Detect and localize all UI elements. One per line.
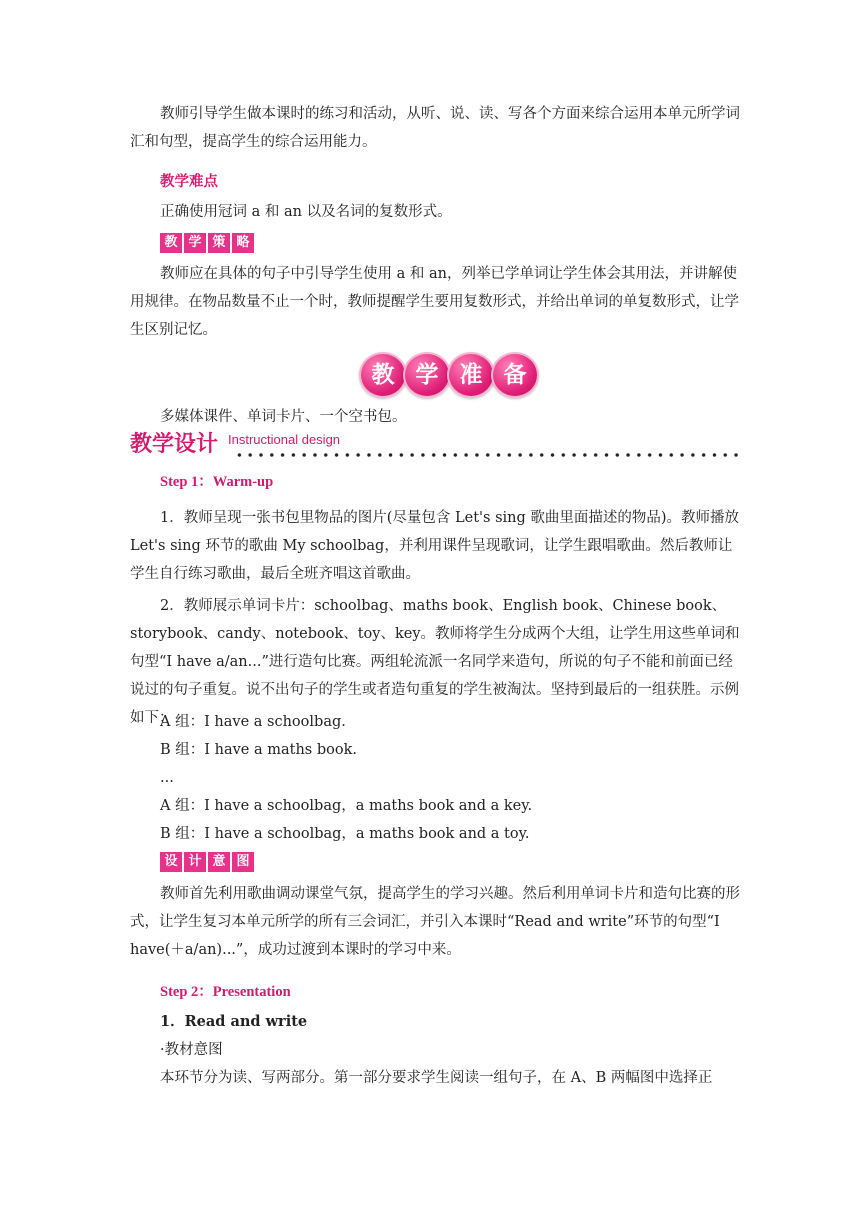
badge-char: 教: [160, 233, 182, 253]
bubble-char: 准: [447, 352, 495, 398]
intent-paragraph: 教师首先利用歌曲调动课堂气氛，提高学生的学习兴趣。然后利用单词卡片和造句比赛的形式，让学生复习本单元所学的所有三会词汇，并引入本课时“Read and write”环节的句型“I have(＋a/an)...”，成功过渡到本课时的学习中来。: [130, 886, 740, 958]
design-title-en: Instructional design: [228, 432, 341, 447]
difficulty-text: 正确使用冠词 a 和 an 以及名词的复数形式。: [160, 204, 452, 220]
step1-paragraph-2: 2．教师展示单词卡片：schoolbag、maths book、English book、Chinese book、storybook、candy、notebook、toy、key。教师将学生分成两个大组，让学生用这些单词和句型“I have a/an...”进行造句比赛。两组轮流派一名同学来造句，所说的句子不能和前面已经说过的句子重复。说不出句子的学生或者造句重复的学生被淘汰。坚持到最后的一组获胜。示例如下：: [130, 598, 740, 726]
preparation-banner: [359, 352, 535, 398]
example-line: A 组：I have a schoolbag，a maths book and a key.: [160, 798, 533, 814]
example-line: A 组：I have a schoolbag.: [160, 714, 346, 730]
badge-char: 设: [160, 852, 182, 872]
bubble-char: 学: [403, 352, 451, 398]
bubble-char: 教: [359, 352, 407, 398]
preparation-text: 多媒体课件、单词卡片、一个空书包。: [160, 409, 407, 425]
badge-char: 计: [184, 852, 206, 872]
example-line: B 组：I have a maths book.: [160, 742, 357, 758]
difficulty-heading: 教学难点: [160, 174, 218, 190]
badge-char: 图: [232, 852, 254, 872]
example-line: B 组：I have a schoolbag，a maths book and a toy.: [160, 826, 530, 842]
dotted-divider: [234, 452, 740, 458]
strategy-badge: [160, 233, 254, 253]
badge-char: 意: [208, 852, 230, 872]
design-title-zh: 教学设计: [130, 432, 219, 457]
step2-subheading: 1．Read and write: [160, 1013, 308, 1030]
badge-char: 策: [208, 233, 230, 253]
bubble-char: 备: [491, 352, 539, 398]
step2-label: ·教材意图: [160, 1042, 223, 1058]
step1-paragraph-1: 1．教师呈现一张书包里物品的图片(尽量包含 Let's sing 歌曲里面描述的物品)。教师播放 Let's sing 环节的歌曲 My schoolbag，并利用课件呈现歌词，让学生跟唱歌曲。然后教师让学生自行练习歌曲，最后全班齐唱这首歌曲。: [130, 510, 740, 582]
badge-char: 学: [184, 233, 206, 253]
badge-char: 略: [232, 233, 254, 253]
step2-heading: Step 2：Presentation: [160, 984, 291, 1000]
intent-badge: [160, 852, 254, 872]
intro-paragraph: 教师引导学生做本课时的练习和活动，从听、说、读、写各个方面来综合运用本单元所学词汇和句型，提高学生的综合运用能力。: [130, 106, 740, 150]
example-line: ...: [160, 770, 174, 786]
step2-paragraph: 本环节分为读、写两部分。第一部分要求学生阅读一组句子，在 A、B 两幅图中选择正: [160, 1070, 713, 1086]
step1-heading: Step 1：Warm-up: [160, 474, 274, 490]
strategy-paragraph: 教师应在具体的句子中引导学生使用 a 和 an，列举已学单词让学生体会其用法，并讲解使用规律。在物品数量不止一个时，教师提醒学生要用复数形式，并给出单词的单复数形式，让学生区别记忆。: [130, 266, 739, 338]
